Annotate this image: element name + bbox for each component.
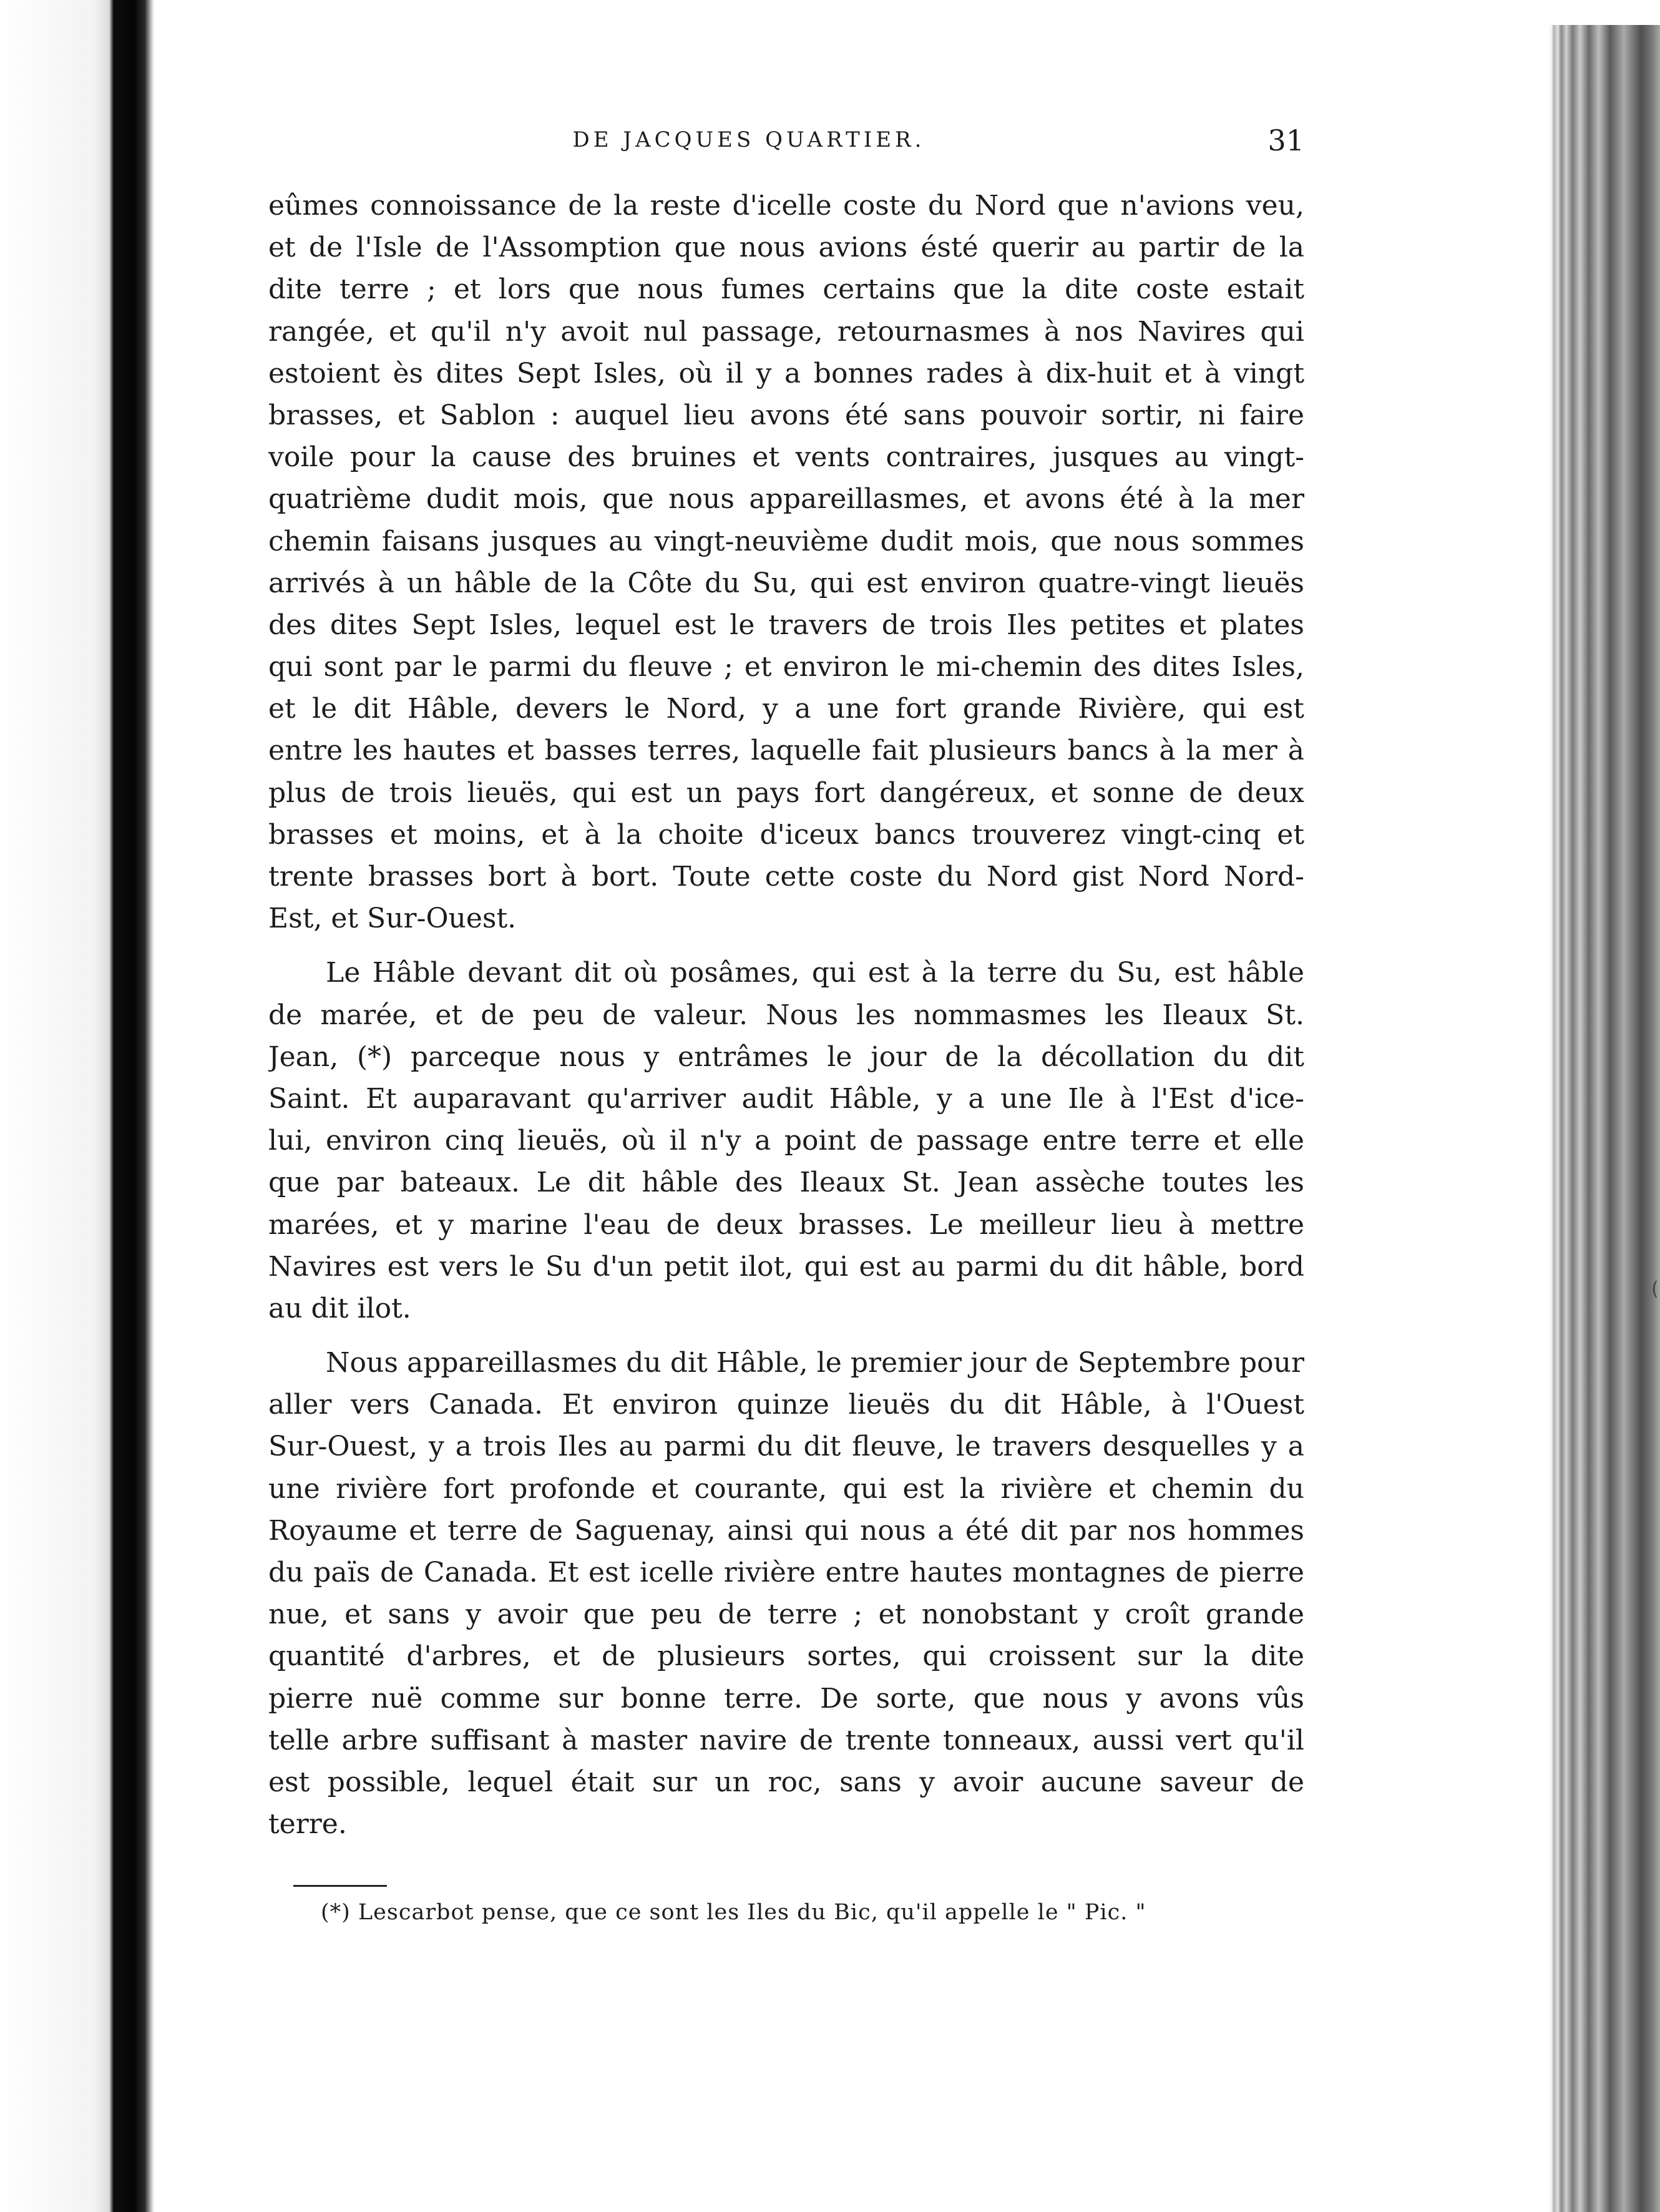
- text-line: Jean, (*) parceque nous y entrâmes le jour de la décollation du dit: [268, 1040, 1304, 1073]
- text-line: du païs de Canada. Et est icelle rivière entre hautes montagnes de pierre: [268, 1557, 1304, 1588]
- running-head: [268, 124, 1304, 161]
- text-line: de marée, et de peu de valeur. Nous les nommasmes les Ileaux St.: [268, 999, 1304, 1031]
- book-page: [268, 0, 1304, 2212]
- text-line: Le Hâble devant dit où posâmes, qui est à la terre du Su, est hâble: [326, 957, 1304, 989]
- text-line: Saint. Et auparavant qu'arriver audit Hâble, y a une Ile à l'Est d'ice-: [268, 1082, 1304, 1115]
- text-line: lui, environ cinq lieuës, où il n'y a point de passage entre terre et elle: [268, 1125, 1304, 1157]
- paragraph: [268, 952, 1304, 1329]
- text-line: qui sont par le parmi du fleuve ; et environ le mi-chemin des dites Isles,: [268, 651, 1304, 683]
- text-line: et de l'Isle de l'Assomption que nous avions ésté querir au partir de la: [268, 232, 1304, 264]
- text-line: Nous appareillasmes du dit Hâble, le premier jour de Septembre pour: [326, 1347, 1304, 1379]
- text-line: pierre nuë comme sur bonne terre. De sorte, que nous y avons vûs: [268, 1682, 1304, 1715]
- text-line: quatrième dudit mois, que nous appareillasmes, et avons été à la mer: [268, 483, 1304, 516]
- text-line: Navires est vers le Su d'un petit ilot, qui est au parmi du dit hâble, bord: [268, 1250, 1304, 1283]
- scan-mark: (: [1651, 1278, 1659, 1300]
- left-page-edge: [0, 0, 155, 2212]
- text-line: entre les hautes et basses terres, laquelle fait plusieurs bancs à la mer à: [268, 735, 1304, 767]
- text-line: terre.: [268, 1808, 347, 1841]
- text-line: quantité d'arbres, et de plusieurs sortes, qui croissent sur la dite: [268, 1640, 1304, 1673]
- text-line: que par bateaux. Le dit hâble des Ileaux St. Jean assèche toutes les: [268, 1167, 1304, 1199]
- text-line: Est, et Sur-Ouest.: [268, 903, 517, 935]
- text-line: au dit ilot.: [268, 1292, 411, 1324]
- text-line: brasses, et Sablon : auquel lieu avons été sans pouvoir sortir, ni faire: [268, 399, 1304, 431]
- paragraph-gap: [268, 1329, 1304, 1342]
- text-line: estoient ès dites Sept Isles, où il y a bonnes rades à dix-huit et à vingt: [268, 357, 1304, 389]
- text-line: marées, et y marine l'eau de deux brasses. Le meilleur lieu à mettre: [268, 1208, 1304, 1241]
- text-line: voile pour la cause des bruines et vents contraires, jusques au vingt-: [268, 441, 1304, 474]
- text-line: telle arbre suffisant à master navire de trente tonneaux, aussi vert qu'il: [268, 1724, 1304, 1756]
- body-text: [268, 185, 1304, 1845]
- text-line: rangée, et qu'il n'y avoit nul passage, retournasmes à nos Navires qui: [268, 315, 1304, 348]
- footnote-rule: [293, 1885, 387, 1887]
- text-line: est possible, lequel était sur un roc, sans y avoir aucune saveur de: [268, 1766, 1304, 1798]
- text-line: aller vers Canada. Et environ quinze lieuës du dit Hâble, à l'Ouest: [268, 1389, 1304, 1421]
- text-line: arrivés à un hâble de la Côte du Su, qui est environ quatre-vingt lieuës: [268, 567, 1304, 599]
- text-line: brasses et moins, et à la choite d'iceux bancs trouverez vingt-cinq et: [268, 818, 1304, 851]
- text-line: des dites Sept Isles, lequel est le travers de trois Iles petites et plates: [268, 609, 1304, 641]
- paragraph: [268, 185, 1304, 939]
- running-title: DE JACQUES QUARTIER.: [572, 127, 925, 152]
- text-line: nue, et sans y avoir que peu de terre ; et nonobstant y croît grande: [268, 1598, 1304, 1631]
- text-line: trente brasses bort à bort. Toute cette coste du Nord gist Nord Nord-: [268, 861, 1304, 893]
- right-page-stack: [1548, 0, 1660, 2212]
- text-line: Sur-Ouest, y a trois Iles au parmi du dit fleuve, le travers desquelles y a: [268, 1431, 1304, 1463]
- text-line: et le dit Hâble, devers le Nord, y a une fort grande Rivière, qui est: [268, 693, 1304, 725]
- text-line: chemin faisans jusques au vingt-neuvième dudit mois, que nous sommes: [268, 525, 1304, 557]
- footnote: (*) Lescarbot pense, que ce sont les Iles du Bic, qu'il appelle le " Pic. ": [321, 1900, 1146, 1925]
- text-line: une rivière fort profonde et courante, qui est la rivière et chemin du: [268, 1472, 1304, 1505]
- paragraph: [268, 1342, 1304, 1845]
- text-line: Royaume et terre de Saguenay, ainsi qui nous a été dit par nos hommes: [268, 1514, 1304, 1547]
- text-line: plus de trois lieuës, qui est un pays fort dangéreux, et sonne de deux: [268, 776, 1304, 809]
- text-line: eûmes connoissance de la reste d'icelle coste du Nord que n'avions veu,: [268, 190, 1304, 222]
- page-number: 31: [1267, 124, 1304, 157]
- text-line: dite terre ; et lors que nous fumes certains que la dite coste estait: [268, 273, 1304, 306]
- right-page-stack-top: [1548, 0, 1660, 25]
- paragraph-gap: [268, 939, 1304, 952]
